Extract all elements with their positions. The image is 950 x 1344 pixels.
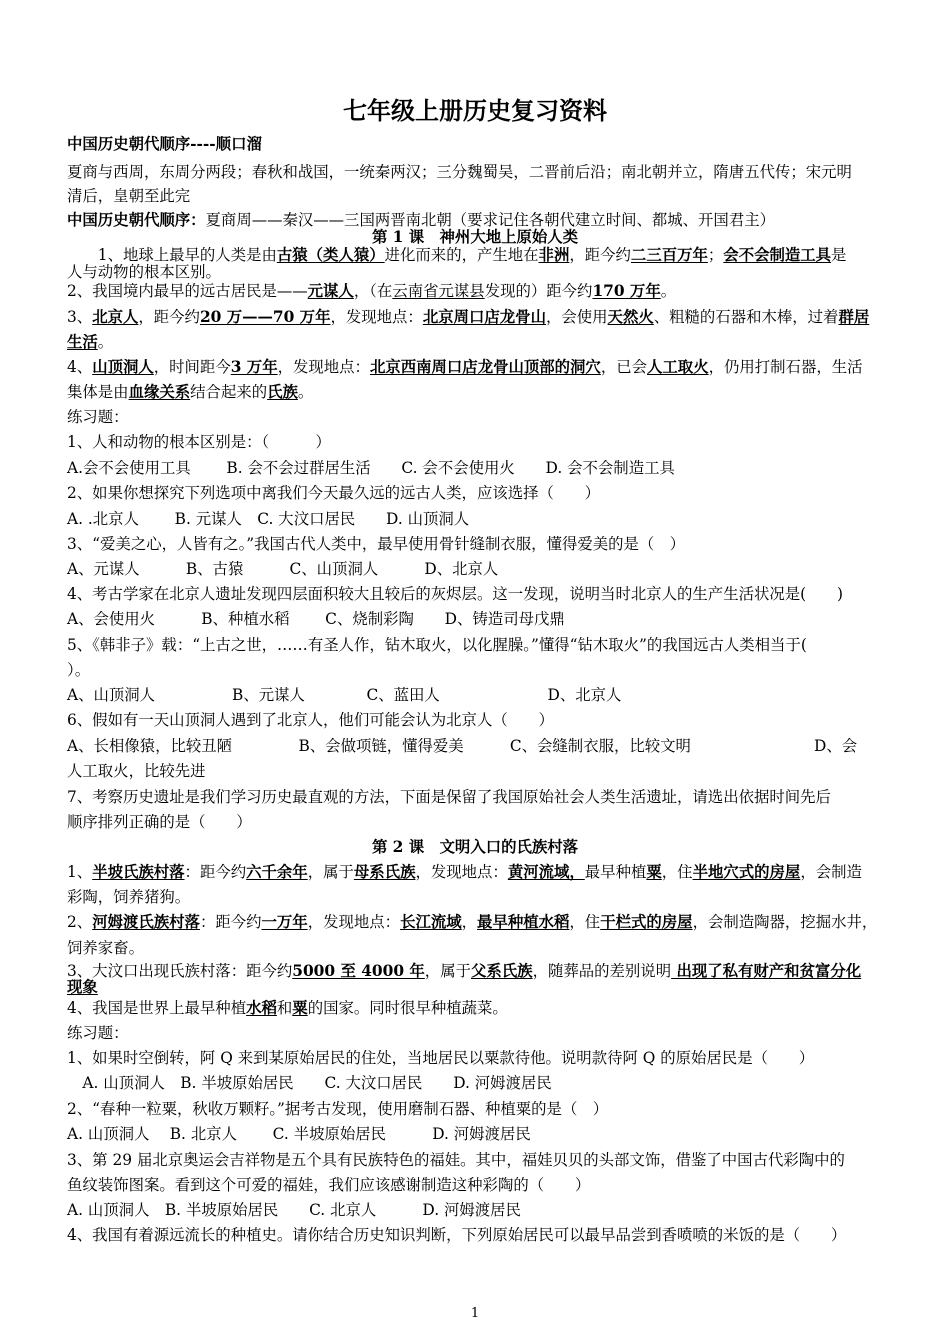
text-line [67, 1224, 846, 1246]
text-segment: 4、我国有着源远流长的种植史。请你结合历史知识判断，下列原始居民可以最早品尝到香喷喷的米饭的是（ ） [67, 1226, 847, 1244]
text-segment: ）。 [67, 661, 91, 679]
text-segment: 。 [660, 282, 677, 300]
text-segment: ，会使用 [545, 308, 608, 326]
key-term: 山顶洞人 [92, 358, 154, 376]
text-line [67, 786, 831, 808]
text-segment: 中国历史朝代顺序----顺口溜 [67, 135, 262, 153]
text-segment: 3、 [67, 308, 93, 326]
text-segment: ：距今约 [184, 863, 247, 881]
text-segment: 饲养家畜。 [67, 939, 144, 957]
text-line [67, 431, 331, 453]
text-segment: A. .北京人 B. 元谋人 C. 大汶口居民 D. 山顶洞人 [67, 510, 470, 528]
text-segment: ，发现地点： [277, 358, 370, 376]
key-term: 非洲 [538, 246, 570, 264]
text-segment: A、长相像猿，比较丑陋 B、会做项链，懂得爱美 C、会缝制衣服，比较文明 D、会 [67, 737, 858, 755]
text-segment: ； [707, 246, 724, 264]
key-term: 3 万年 [230, 358, 278, 376]
text-segment: 进化而来的，产生地在 [384, 246, 539, 264]
text-segment: ，已会 [600, 358, 648, 376]
key-term: 古猿（类人猿） [276, 246, 385, 264]
text-line [67, 280, 676, 302]
text-line [67, 533, 685, 555]
text-line [67, 911, 877, 933]
key-term: 血缘关系 [128, 383, 191, 401]
text-line [67, 583, 843, 605]
text-segment: 鱼纹装饰图案。看到这个可爱的福娃，我们应该感谢制造这种彩陶的（ ） [67, 1176, 591, 1194]
text-segment: ，仍用打制石器，生活 [708, 358, 863, 376]
text-segment: 清后，皇朝至此完 [67, 187, 191, 205]
text-segment: 2、“春种一粒粟，秋收万颗籽。”据考古发现，使用磨制石器、种植粟的是（ ） [67, 1100, 609, 1118]
key-term: 氏族 [267, 383, 298, 401]
text-segment: A. 山顶洞人 B. 半坡原始居民 C. 大汶口居民 D. 河姆渡居民 [67, 1074, 552, 1092]
text-segment: ，住 [569, 913, 601, 931]
key-term: 干栏式的房屋 [600, 913, 693, 931]
text-segment: 人与动物的根本区别。 [67, 263, 221, 281]
text-line [67, 1047, 814, 1069]
text-segment: 2、 [67, 913, 93, 931]
text-segment: 人工取火，比较先进 [67, 762, 206, 780]
text-line [67, 406, 129, 428]
text-segment: 练习题： [67, 1024, 129, 1042]
text-segment: 4、我国是世界上最早种植 [67, 999, 247, 1017]
text-segment: A、会使用火 B、种植水稻 C、烧制彩陶 D、铸造司母戊鼎 [67, 610, 565, 628]
text-segment: 6、假如有一天山顶洞人遇到了北京人，他们可能会认为北京人（ ） [67, 711, 554, 729]
text-segment: 5、《韩非子》载：“上古之世，……有圣人作，钻木取火，以化腥臊。”懂得“钻木取火”的我国远古人类相当于( [67, 636, 807, 654]
key-term: 20 万——70 万年 [199, 308, 331, 326]
text-line [67, 735, 857, 757]
text-segment: ，发现地点： [307, 913, 401, 931]
key-term: 北京西南周口店龙骨山顶部的洞穴 [369, 358, 601, 376]
text-segment: 1、 [67, 863, 93, 881]
text-segment: 第 1 课 神州大地上原始人类 [371, 228, 579, 246]
text-line [67, 684, 621, 706]
text-segment: 、粗糙的石器和木棒，过着 [653, 308, 839, 326]
key-term: 5000 至 4000 年 [292, 962, 425, 980]
text-segment: ，距今约 [569, 246, 631, 264]
text-line [67, 1098, 608, 1120]
key-term: 六千余年 [246, 863, 308, 881]
text-line [67, 1174, 590, 1196]
key-term: 长江流域 [400, 913, 462, 931]
text-segment: 。 [97, 333, 114, 351]
text-segment: ，会制造陶器，挖掘水井， [692, 913, 878, 931]
text-segment: 3、“爱美之心，人皆有之。”我国古代人类中，最早使用骨针缝制衣服，懂得爱美的是（ ） [67, 535, 686, 553]
text-segment: ，距今约 [138, 308, 200, 326]
text-segment: 1、人和动物的根本区别是：（ ） [67, 433, 331, 451]
text-line [67, 709, 554, 731]
key-term: 一万年 [261, 913, 308, 931]
key-term: 170 万年 [592, 282, 661, 300]
key-term: 最早种植水稻 [477, 913, 570, 931]
text-segment: 和 [276, 999, 293, 1017]
text-segment: 顺序排列正确的是（ ） [67, 813, 252, 831]
key-term: 粟 [646, 863, 662, 881]
text-segment: 结合起来的 [190, 383, 268, 401]
key-term: 生活 [67, 333, 98, 351]
text-line [67, 508, 469, 530]
text-segment: 3、第 29 届北京奥运会吉祥物是五个具有民族特色的福娃。其中，福娃贝贝的头部文饰，借鉴了中国古代彩陶中的 [67, 1151, 845, 1169]
text-segment: 发现的）距今约 [484, 282, 593, 300]
text-line [67, 634, 807, 656]
text-line [67, 976, 98, 998]
text-segment: 练习题： [67, 408, 129, 426]
text-line [67, 133, 262, 155]
text-line [67, 482, 600, 504]
text-line [67, 457, 675, 479]
key-term: 北京周口店龙骨山 [422, 308, 546, 326]
text-segment: 2、如果你想探究下列选项中离我们今天最久远的远古人类，应该选择（ ） [67, 484, 601, 502]
key-term: 云南省元谋县 [392, 282, 485, 300]
text-segment: 夏商与西周，东周分两段；春秋和战国，一统秦两汉；三分魏蜀吴，二晋前后沿；南北朝并立，隋唐五代传；宋元明 [67, 163, 852, 181]
text-line [67, 937, 144, 959]
text-line [67, 356, 863, 378]
text-line [67, 1149, 845, 1171]
key-term: 人工取火 [647, 358, 709, 376]
text-segment: A.会不会使用工具 B. 会不会过群居生活 C. 会不会使用火 D. 会不会制造工具 [67, 459, 675, 477]
text-segment: A、元谋人 B、古猿 C、山顶洞人 D、北京人 [67, 560, 499, 578]
text-line [67, 331, 113, 353]
text-segment: 夏商周——秦汉——三国两晋南北朝（要求记住各朝代建立时间、都城、开国君主） [205, 211, 775, 229]
key-term: 群居 [838, 308, 870, 326]
key-term: 天然火 [607, 308, 654, 326]
page-title: 七年级上册历史复习资料 [343, 96, 607, 125]
text-line [67, 306, 869, 328]
text-line [67, 836, 883, 858]
text-line [67, 861, 862, 883]
text-line [67, 381, 313, 403]
text-segment: ，住 [661, 863, 693, 881]
text-segment: ，会制造 [800, 863, 862, 881]
text-segment: ，随葬品的差别说明 [532, 962, 672, 980]
key-term: 北京人 [92, 308, 139, 326]
text-line [67, 185, 190, 207]
text-line [67, 1022, 129, 1044]
key-term: 半地穴式的房屋 [692, 863, 801, 881]
text-segment: 1、如果时空倒转，阿 Q 来到某原始居民的住处，当地居民以粟款待他。说明款待阿 Q 的原始居民是（ ） [67, 1049, 815, 1067]
text-segment: 第 2 课 文明入口的氏族村落 [371, 838, 579, 856]
text-segment: ，（在 [353, 282, 393, 300]
text-line [67, 1072, 552, 1094]
text-segment: ，时间距今 [153, 358, 231, 376]
text-segment: ，属于 [307, 863, 354, 881]
text-line [67, 1123, 531, 1145]
text-line [67, 811, 252, 833]
text-segment: 中国历史朝代顺序： [67, 211, 206, 229]
text-segment: ， [461, 913, 478, 931]
text-line [67, 886, 190, 908]
text-line [67, 760, 206, 782]
text-line [67, 161, 852, 183]
page-number: 1 [470, 1306, 480, 1321]
key-term: 父系氏族 [470, 962, 533, 980]
key-term: 会不会制造工具 [723, 246, 832, 264]
text-segment: ，属于 [424, 962, 471, 980]
text-segment: A、山顶洞人 B、元谋人 C、蓝田人 D、北京人 [67, 686, 622, 704]
text-segment: 4、考古学家在北京人遗址发现四层面积较大且较后的灰烬层。这一发现，说明当时北京人的生产生活状况是( ) [67, 585, 843, 603]
key-term: 半坡氏族村落 [92, 863, 185, 881]
key-term: 水稻 [246, 999, 277, 1017]
key-term: 黄河流域， [507, 863, 585, 881]
text-segment: A. 山顶洞人 B. 半坡原始居民 C. 北京人 D. 河姆渡居民 [67, 1201, 521, 1219]
text-line [67, 608, 565, 630]
text-line [67, 659, 90, 681]
text-line [67, 997, 508, 1019]
text-segment: 1、地球上最早的人类是由 [67, 246, 277, 264]
text-line [67, 960, 861, 982]
text-segment: 是 [831, 246, 847, 264]
key-term: 粟 [292, 999, 308, 1017]
text-segment: 彩陶，饲养猪狗。 [67, 888, 191, 906]
text-segment: 3、大汶口出现氏族村落：距今约 [67, 962, 293, 980]
text-segment: 最早种植 [584, 863, 647, 881]
text-segment: 的国家。同时很早种植蔬菜。 [307, 999, 508, 1017]
text-segment: A. 山顶洞人 B. 北京人 C. 半坡原始居民 D. 河姆渡居民 [67, 1125, 531, 1143]
text-segment: 4、 [67, 358, 93, 376]
text-segment: 2、我国境内最早的远古居民是—— [67, 282, 308, 300]
key-term: 出现了私有财产和贫富分化 [671, 962, 862, 980]
text-line [67, 1199, 521, 1221]
text-segment: ，发现地点： [330, 308, 423, 326]
text-segment: 7、考察历史遗址是我们学习历史最直观的方法，下面是保留了我国原始社会人类生活遗址，请选出依据时间先后 [67, 788, 831, 806]
text-line [67, 558, 498, 580]
key-term: 现象 [67, 978, 98, 996]
text-segment: ：距今约 [199, 913, 262, 931]
text-segment: 。 [297, 383, 314, 401]
key-term: 二三百万年 [630, 246, 708, 264]
key-term: 母系氏族 [353, 863, 416, 881]
text-segment: ，发现地点： [415, 863, 508, 881]
key-term: 元谋人 [307, 282, 354, 300]
text-segment: 集体是由 [67, 383, 129, 401]
key-term: 河姆渡氏族村落 [92, 913, 200, 931]
